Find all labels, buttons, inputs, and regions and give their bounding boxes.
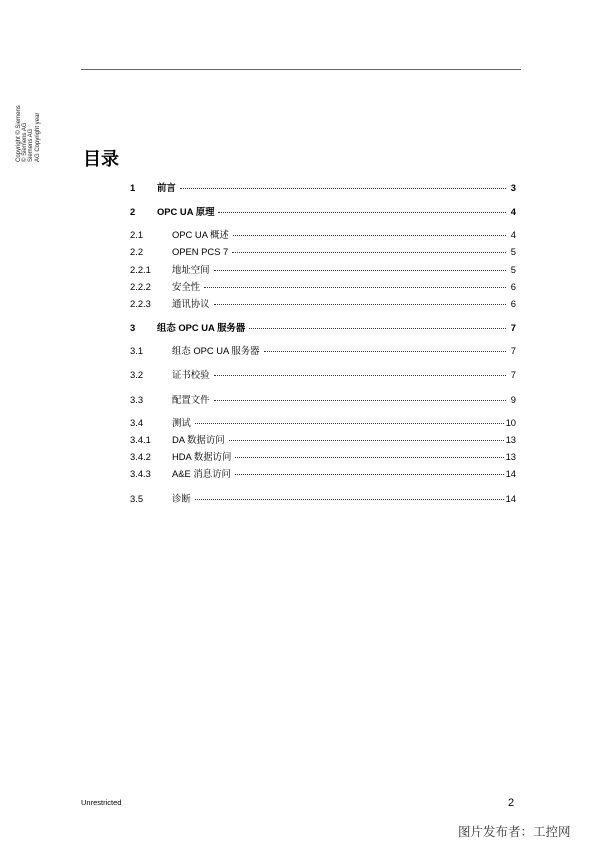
toc-entry-page: 10 <box>505 417 516 428</box>
toc-entry-page: 7 <box>510 345 516 356</box>
toc-entry-page: 9 <box>510 394 516 405</box>
toc-entry-page: 7 <box>510 322 516 333</box>
toc-entry-number: 2.2.1 <box>130 264 151 275</box>
classification-label: Unrestricted <box>81 798 122 807</box>
toc-entry-number: 1 <box>130 182 136 193</box>
toc-entry-number: 3.1 <box>130 345 144 356</box>
toc-entry[interactable] <box>130 227 516 241</box>
toc-entry-number: 3.4.3 <box>130 468 151 479</box>
toc-entry[interactable] <box>130 367 516 381</box>
toc-entry-page: 13 <box>505 434 516 445</box>
publisher-watermark: 图片发布者：工控网 <box>458 825 571 839</box>
toc-entry-title: DA 数据访问 <box>172 434 225 445</box>
header-rule <box>81 69 521 70</box>
copyright-line: Siemens AG <box>28 128 35 162</box>
toc-entry-page: 14 <box>505 493 516 504</box>
toc-entry-title: 组态 OPC UA 服务器 <box>172 345 260 356</box>
toc-leader-dots <box>195 499 504 500</box>
toc-entry[interactable] <box>130 449 516 463</box>
toc-entry-number: 3.4 <box>130 417 144 428</box>
toc-entry-number: 3.2 <box>130 369 144 380</box>
toc-entry[interactable] <box>130 432 516 446</box>
toc-leader-dots <box>214 400 506 401</box>
copyright-line: © Siemens AG <box>22 122 29 162</box>
toc-leader-dots <box>214 304 506 305</box>
toc-entry-number: 2.2.2 <box>130 281 151 292</box>
toc-entry-page: 3 <box>510 182 516 193</box>
toc-entry-number: 3.3 <box>130 394 144 405</box>
toc-leader-dots <box>195 423 504 424</box>
page-number: 2 <box>508 797 515 809</box>
toc-entry-page: 5 <box>510 246 516 257</box>
toc-entry-title: OPEN PCS 7 <box>172 246 229 257</box>
toc-leader-dots <box>218 212 506 213</box>
toc-entry-title: 诊断 <box>172 493 191 504</box>
toc-entry[interactable] <box>130 491 516 505</box>
toc-entry-page: 5 <box>510 264 516 275</box>
toc-entry-page: 13 <box>505 451 516 462</box>
toc-entry[interactable] <box>130 320 516 334</box>
toc-entry-page: 14 <box>505 468 516 479</box>
toc-leader-dots <box>180 188 506 189</box>
toc-entry-title: 通讯协议 <box>172 298 210 309</box>
toc-entry[interactable] <box>130 392 516 406</box>
toc-entry-number: 3.5 <box>130 493 144 504</box>
toc-leader-dots <box>204 287 506 288</box>
toc-entry-title: A&E 消息访问 <box>172 468 231 479</box>
toc-leader-dots <box>235 457 503 458</box>
toc-leader-dots <box>233 235 506 236</box>
toc-entry-title: 测试 <box>172 417 191 428</box>
toc-entry-number: 2.1 <box>130 229 144 240</box>
toc-leader-dots <box>235 474 504 475</box>
toc-entry-page: 7 <box>510 369 516 380</box>
toc-entry-title: 安全性 <box>172 281 201 292</box>
toc-entry-page: 4 <box>510 229 516 240</box>
toc-entry-title: 前言 <box>157 182 176 193</box>
toc-leader-dots <box>232 252 506 253</box>
toc-entry-number: 2 <box>130 206 136 217</box>
toc-entry[interactable] <box>130 296 516 310</box>
toc-leader-dots <box>264 351 506 352</box>
toc-entry-title: 地址空间 <box>172 264 210 275</box>
copyright-line: AG Copyright year <box>34 112 41 162</box>
toc-entry-title: 配置文件 <box>172 394 210 405</box>
toc-entry-number: 3 <box>130 322 136 333</box>
toc-entry-title: HDA 数据访问 <box>172 451 232 462</box>
toc-entry-page: 6 <box>510 298 516 309</box>
toc-entry-title: 证书校验 <box>172 369 210 380</box>
toc-leader-dots <box>214 375 506 376</box>
toc-entry-title: OPC UA 概述 <box>172 229 229 240</box>
page-title: 目录 <box>83 149 119 169</box>
toc-entry-page: 4 <box>510 206 516 217</box>
toc-leader-dots <box>249 328 506 329</box>
toc-leader-dots <box>229 440 504 441</box>
toc-entry[interactable] <box>130 279 516 293</box>
toc-entry-number: 3.4.2 <box>130 451 151 462</box>
toc-entry[interactable] <box>130 180 516 194</box>
toc-entry[interactable] <box>130 262 516 276</box>
toc-entry[interactable] <box>130 466 516 480</box>
toc-entry-number: 2.2.3 <box>130 298 151 309</box>
toc-leader-dots <box>214 270 506 271</box>
copyright-line: Copyright © Siemens <box>16 105 22 162</box>
toc-entry[interactable] <box>130 343 516 357</box>
toc-entry-page: 6 <box>510 281 516 292</box>
copyright-notice <box>16 105 41 162</box>
toc-entry-title: OPC UA 原理 <box>157 206 215 217</box>
toc-entry-number: 3.4.1 <box>130 434 151 445</box>
toc-entry[interactable] <box>130 246 516 260</box>
toc-entry[interactable] <box>130 204 516 218</box>
toc-entry-number: 2.2 <box>130 246 144 257</box>
toc-entry[interactable] <box>130 415 516 429</box>
toc-entry-title: 组态 OPC UA 服务器 <box>157 322 246 333</box>
